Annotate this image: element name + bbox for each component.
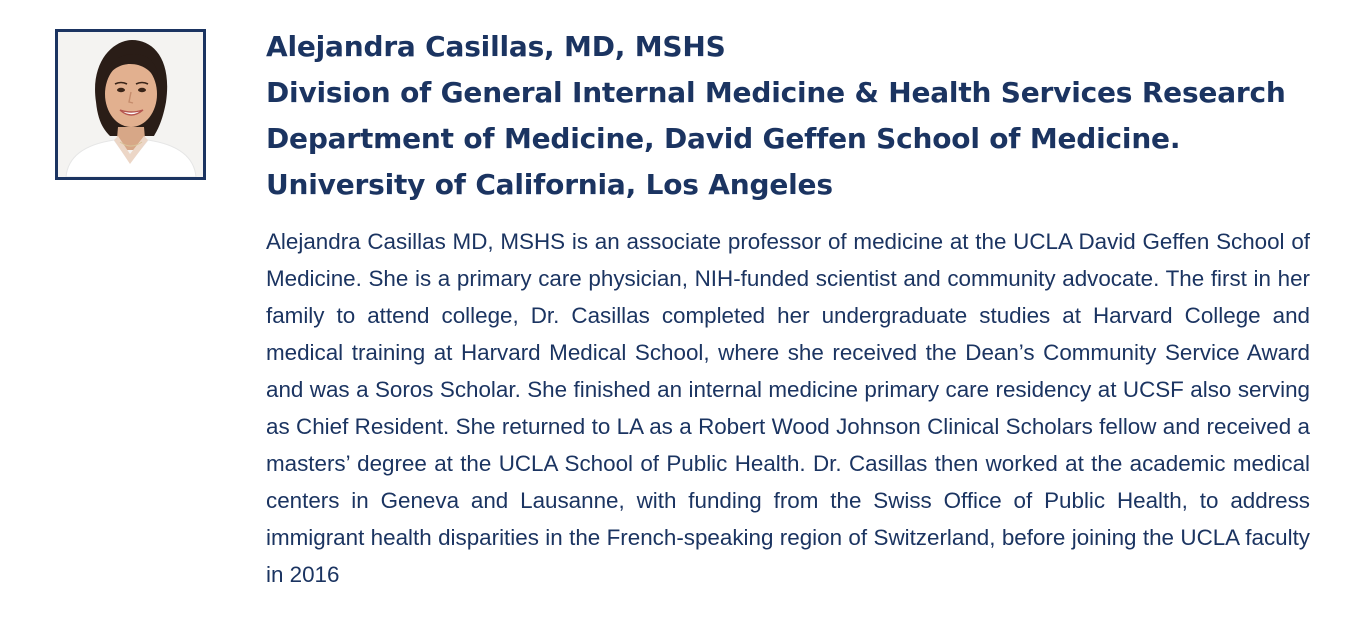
profile-university: University of California, Los Angeles <box>266 168 833 201</box>
profile-heading <box>266 24 1346 208</box>
profile-bio: Alejandra Casillas MD, MSHS is an associate professor of medicine at the UCLA David Geffen School of Medicine. She is a primary care physician, NIH-funded scientist and community advocate. The first in her family to attend college, Dr. Casillas completed her undergraduate studies at Harvard College and medical training at Harvard Medical School, where she received the Dean’s Community Service Award and was a Soros Scholar. She finished an internal medicine primary care residency at UCSF also serving as Chief Resident. She returned to LA as a Robert Wood Johnson Clinical Scholars fellow and received a masters’ degree at the UCLA School of Public Health. Dr. Casillas then worked at the academic medical centers in Geneva and Lausanne, with funding from the Swiss Office of Public Health, to address immigrant health disparities in the French-speaking region of Switzerland, before joining the UCLA faculty in 2016 <box>266 229 1310 587</box>
profile-department: Department of Medicine, David Geffen School of Medicine. <box>266 122 1181 155</box>
profile-photo <box>55 29 206 180</box>
profile-division: Division of General Internal Medicine & Health Services Research <box>266 76 1286 109</box>
profile-name: Alejandra Casillas, MD, MSHS <box>266 30 726 63</box>
portrait-photo-icon <box>58 32 203 177</box>
